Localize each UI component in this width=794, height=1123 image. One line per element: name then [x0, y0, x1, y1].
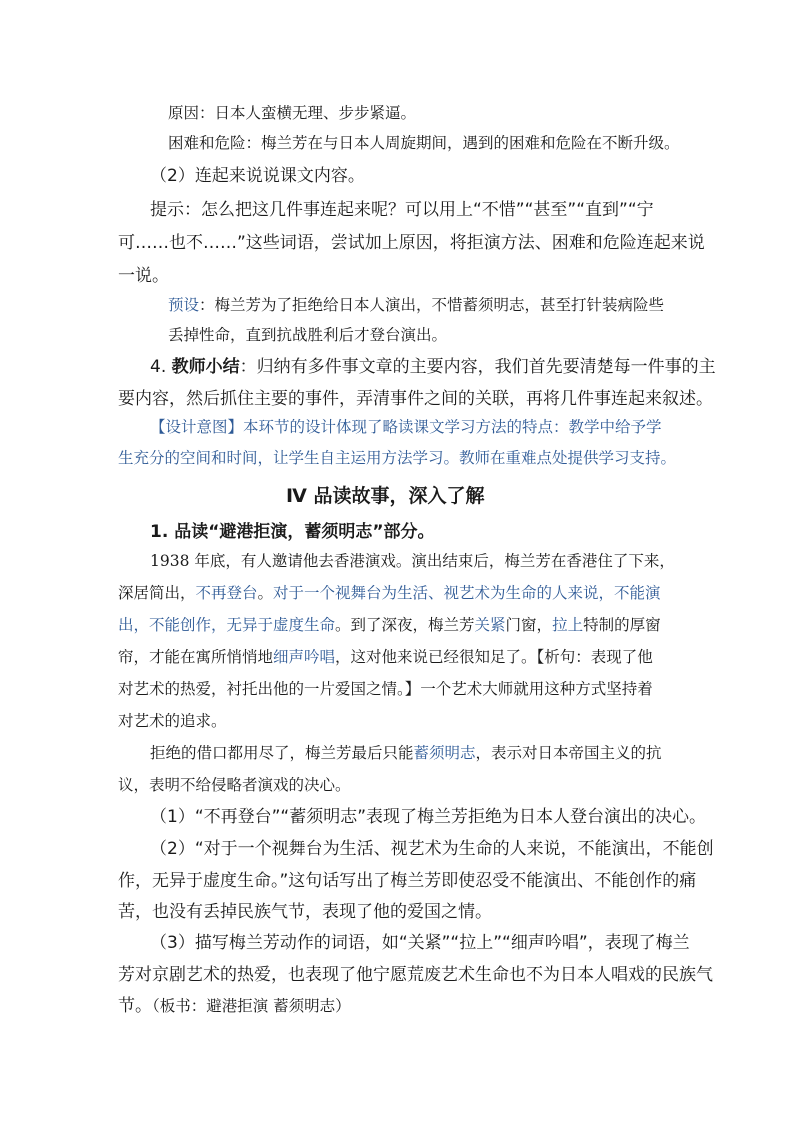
story-line-3 [118, 613, 661, 635]
refusal-line-1 [150, 741, 662, 763]
refusal-text: ，表示对日本帝国主义的抗 [475, 744, 662, 762]
summary-line-1 [150, 352, 716, 377]
step-2-line: （2）连起来说说课文内容。 [150, 166, 365, 186]
story-line-4 [118, 645, 653, 667]
story-text: 帘，才能在寓所悄悄地 [118, 648, 274, 666]
preset-line-1 [168, 293, 664, 315]
story-text: 门窗， [505, 616, 553, 634]
reason-line [168, 101, 416, 123]
summary-label: 教师小结 [171, 357, 240, 377]
story-highlight: 关紧 [474, 616, 506, 634]
summary-text-1: ：归纳有多件事文章的主要内容，我们首先要清楚每一件事的主 [239, 357, 716, 377]
analysis-text: 节。 [118, 996, 152, 1016]
difficulty-text: 梅兰芳在与日本人周旋期间，遇到的困难和危险在不断升级。 [261, 134, 680, 152]
story-line-1: 1938 年底，有人邀请他去香港演戏。演出结束后，梅兰芳在香港住了下来， [150, 552, 675, 570]
analysis-3-line-1: （3）描写梅兰芳动作的词语，如“关紧”“拉上”“细声吟唱”，表现了梅兰 [150, 933, 690, 953]
reason-text: 日本人蛮横无理、步步紧逼。 [214, 104, 417, 122]
blackboard-note: （板书：避港拒演 蓄须明志） [152, 997, 351, 1015]
analysis-2-line-1: （2）“对于一个视舞台为生活、视艺术为生命的人来说，不能演出，不能创 [150, 839, 714, 859]
analysis-3-line-2: 芳对京剧艺术的热爱，也表现了他宁愿荒废艺术生命也不为日本人唱戏的民族气 [118, 965, 713, 985]
hint-line-2: 可……也不……”这些词语，尝试加上原因，将拒演方法、困难和危险连起来说 [118, 233, 705, 253]
story-highlight: 拉上 [552, 616, 584, 634]
preset-text-1: ：梅兰芳为了拒绝给日本人演出，不惜蓄须明志，甚至打针装病险些 [199, 296, 665, 314]
difficulty-line [168, 131, 680, 153]
reason-label: 原因： [168, 104, 215, 122]
refusal-line-2: 议，表明不给侵略者演戏的决心。 [118, 776, 351, 794]
story-text: 。到了深夜，梅兰芳 [335, 616, 475, 634]
story-highlight: 细声吟唱 [273, 648, 336, 666]
story-text: 深居简出， [118, 584, 196, 602]
hint-line-3: 一说。 [118, 266, 169, 286]
preset-label: 预设 [168, 296, 200, 314]
story-line-2 [118, 581, 661, 603]
refusal-highlight: 蓄须明志 [413, 744, 476, 762]
design-intent-line-2: 生充分的空间和时间，让学生自主运用方法学习。教师在重难点处提供学习支持。 [118, 449, 677, 467]
refusal-text: 拒绝的借口都用尽了，梅兰芳最后只能 [150, 744, 414, 762]
section-heading: Ⅳ 品读故事，深入了解 [286, 485, 485, 507]
summary-number: 4. [150, 357, 172, 377]
summary-line-2: 要内容，然后抓住主要的事件，弄清事件之间的关联，再将几件事连起来叙述。 [118, 389, 713, 409]
story-highlight: 出，不能创作，无异于虚度生命 [118, 616, 336, 634]
story-text: 。 [257, 584, 274, 602]
analysis-2-line-3: 苦，也没有丢掉民族气节，表现了他的爱国之情。 [118, 902, 492, 922]
story-line-6: 对艺术的追求。 [118, 712, 227, 730]
analysis-1: （1）“不再登台”“蓄须明志”表现了梅兰芳拒绝为日本人登台演出的决心。 [150, 807, 707, 827]
analysis-3-line-3 [118, 991, 351, 1016]
difficulty-label: 困难和危险： [168, 134, 262, 152]
story-text: ，这对他来说已经很知足了。【析句：表现了他 [335, 648, 653, 666]
hint-line-1: 提示：怎么把这几件事连起来呢？可以用上“不惜”“甚至”“直到”“宁 [150, 200, 654, 220]
story-text: 特制的厚窗 [583, 616, 661, 634]
story-line-5: 对艺术的热爱，衬托出他的一片爱国之情。】一个艺术大师就用这种方式坚持着 [118, 680, 653, 698]
design-intent-line-1: 【设计意图】本环节的设计体现了略读课文学习方法的特点：教学中给予学 [150, 418, 662, 436]
analysis-2-line-2: 作，无异于虚度生命。”这句话写出了梅兰芳即使忍受不能演出、不能创作的痛 [118, 871, 697, 891]
story-highlight: 对于一个视舞台为生活、视艺术为生命的人来说，不能演 [273, 584, 661, 602]
story-highlight: 不再登台 [195, 584, 258, 602]
subsection-title: 1. 品读“避港拒演，蓄须明志”部分。 [150, 522, 435, 542]
preset-line-2: 丢掉性命，直到抗战胜利后才登台演出。 [168, 326, 448, 344]
